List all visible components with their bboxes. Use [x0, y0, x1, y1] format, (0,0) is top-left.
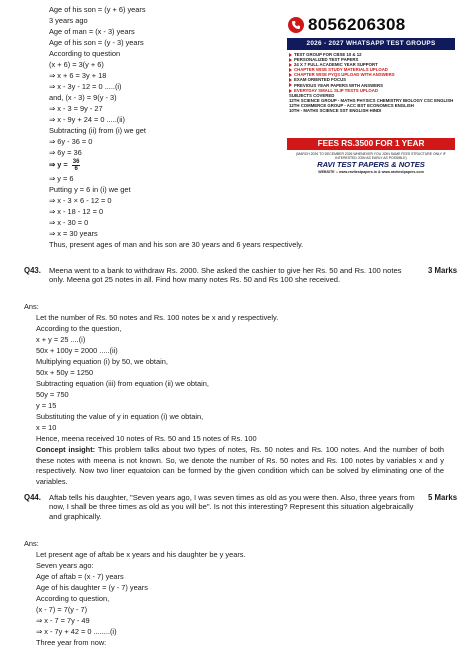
answer-line: Subtracting equation (iii) from equation (ii) we obtain,	[36, 379, 209, 388]
question-text: Meena went to a bank to withdraw Rs. 2000. She asked the cashier to give her Rs. 50 and Rs. 100 notes only. Meena got 25 notes in all. Find how many notes Rs. 50 and Rs 100 she received.	[49, 266, 402, 285]
fraction	[72, 159, 81, 172]
answer-line: Age of aftab = (x - 7) years	[36, 572, 124, 581]
question-marks: 5 Marks	[428, 493, 458, 502]
solution-line: According to question	[49, 49, 121, 58]
ad-item: EVERYDAY SMALL SLIP TESTS UPLOAD	[289, 88, 455, 93]
ad-item: CHAPTER WISE PYQS UPLOAD WITH ANSWERS	[289, 72, 455, 77]
ad-item: PREVIOUS YEAR PAPERS WITH ANSWERS	[289, 83, 455, 88]
answer-label: Ans:	[24, 302, 39, 311]
phone-icon	[288, 17, 304, 33]
answer-line: According to question,	[36, 594, 110, 603]
fees-banner: FEES RS.3500 FOR 1 YEAR	[287, 138, 455, 150]
ad-item: CHAPTER WISE STUDY MATERIALS UPLOAD	[289, 67, 455, 72]
y-eq-prefix: ⇒ y =	[49, 160, 68, 169]
fees-fine-print: (MARCH 2026 TO DECEMBER 2026 WHENEVER YOU JOIN SAME FEES STRUCTURE ONLY IF INTERESTED JOIN AS EARLY AS POSSIBLE)	[296, 152, 446, 160]
bullet-icon	[289, 78, 292, 82]
solution-line: ⇒ x = 30 years	[49, 229, 98, 238]
answer-line: Multiplying equation (i) by 50, we obtain,	[36, 357, 168, 366]
brand-name: RAVI TEST PAPERS & NOTES	[317, 160, 425, 169]
question-text: Aftab tells his daughter, "Seven years ago, I was seven times as old as you were then. Also, three years from now, I shall be three times as old as you will be". Is not this interesting? Represent this situation algebraically and graphically.	[49, 493, 415, 521]
solution-line: ⇒ 6y = 36	[49, 148, 82, 157]
question-number: Q43.	[24, 266, 41, 275]
solution-line: ⇒ x - 3 = 9y - 27	[49, 104, 103, 113]
answer-line: Let present age of aftab be x years and his daughter be y years.	[36, 550, 246, 559]
solution-line: and, (x - 3) = 9(y - 3)	[49, 93, 117, 102]
whatsapp-band: 2026 - 2027 WHATSAPP TEST GROUPS	[287, 38, 455, 50]
solution-line: Age of his son = (y - 3) years	[49, 38, 144, 47]
answer-line: 50x + 50y = 1250	[36, 368, 94, 377]
answer-line: x + y = 25 ....(i)	[36, 335, 86, 344]
question-marks: 3 Marks	[428, 266, 458, 275]
solution-line: ⇒ x + 6 = 3y + 18	[49, 71, 107, 80]
phone-number: 8056206308	[308, 15, 406, 34]
ad-item: 10TH - MATHS SCIENCE SST ENGLISH HINDI	[289, 108, 382, 114]
concept-insight-text: This problem talks about two types of notes, Rs. 50 notes and Rs. 100 notes. And the number of both these notes with meena is not known. So, we denote the number of Rs. 50 notes and Rs. 100 notes by variables x and y respectively. Now two liner equatoion can be formed by the given condition which can be solved by eliminating one of the variables.	[36, 445, 444, 486]
answer-line: y = 15	[36, 401, 57, 410]
solution-line: ⇒ x - 3y - 12 = 0 .....(i)	[49, 82, 122, 91]
answer-line: Hence, meena received 10 notes of Rs. 50 and 15 notes of Rs. 100	[36, 434, 257, 443]
solution-line: Subtracting (ii) from (i) we get	[49, 126, 146, 135]
solution-conclusion: Thus, present ages of man and his son are 30 years and 6 years respectively.	[49, 240, 304, 249]
answer-label: Ans:	[24, 539, 39, 548]
solution-line: 3 years ago	[49, 16, 88, 25]
phone-row	[283, 14, 459, 36]
answer-line: ⇒ x - 7 = 7y - 49	[36, 616, 90, 625]
question-number: Q44.	[24, 493, 41, 502]
y-fraction-line	[49, 158, 80, 172]
ad-item: 24 X 7 FULL ACADEMIC YEAR SUPPORT	[289, 62, 455, 67]
solution-line: Putting y = 6 in (i) we get	[49, 185, 131, 194]
solution-line: ⇒ y = 6	[49, 174, 74, 183]
ad-item: EXAM ORIENTED FOCUS	[289, 77, 455, 82]
solution-line: Age of his son = (y + 6) years	[49, 5, 146, 14]
fraction-denominator: 6	[74, 165, 78, 172]
answer-line: 50x + 100y = 2000 .....(ii)	[36, 346, 118, 355]
answer-line: Three year from now:	[36, 638, 107, 647]
concept-insight	[36, 445, 444, 487]
answer-line: (x - 7) = 7(y - 7)	[36, 605, 88, 614]
answer-line: ⇒ x - 7y + 42 = 0 ........(i)	[36, 627, 117, 636]
ad-item: SUBJECTS COVERED	[289, 92, 335, 98]
ad-feature-list	[289, 52, 455, 113]
solution-line: ⇒ x - 30 = 0	[49, 218, 89, 227]
bullet-icon	[289, 83, 292, 87]
answer-line: 50y = 750	[36, 390, 69, 399]
ad-item: 12TH COMMERCE GROUP - ACC BST ECONOMICS ENGLISH	[289, 102, 414, 108]
answer-line: Age of his daughter = (y - 7) years	[36, 583, 148, 592]
answer-line: According to the question,	[36, 324, 122, 333]
answer-line: Let the number of Rs. 50 notes and Rs. 100 notes be x and y respectively.	[36, 313, 279, 322]
answer-line: x = 10	[36, 423, 57, 432]
solution-line: ⇒ x - 9y + 24 = 0 .....(ii)	[49, 115, 126, 124]
advertisement	[283, 14, 459, 174]
solution-line: ⇒ x - 3 × 6 - 12 = 0	[49, 196, 112, 205]
ad-item: 12TH SCIENCE GROUP - MATHS PHYSICS CHEMISTRY BIOLOGY CSC ENGLISH	[289, 97, 454, 103]
solution-line: (x + 6) = 3(y + 6)	[49, 60, 104, 69]
concept-insight-label: Concept insight:	[36, 445, 96, 454]
website-line: WEBSITE :- www.ravitestpapers.in & www.ravitestpapers.com	[318, 170, 424, 174]
ad-item: TEST GROUP FOR CBSE 10 & 12	[289, 52, 455, 57]
solution-line: ⇒ 6y - 36 = 0	[49, 137, 93, 146]
ad-item: PERSONALIZED TEST PAPERS	[289, 57, 455, 62]
answer-line: Seven years ago:	[36, 561, 94, 570]
solution-line: Age of man = (x - 3) years	[49, 27, 135, 36]
fraction-numerator: 36	[72, 158, 80, 165]
answer-line: Substituting the value of y in equation (i) we obtain,	[36, 412, 204, 421]
solution-line: ⇒ x - 18 - 12 = 0	[49, 207, 104, 216]
